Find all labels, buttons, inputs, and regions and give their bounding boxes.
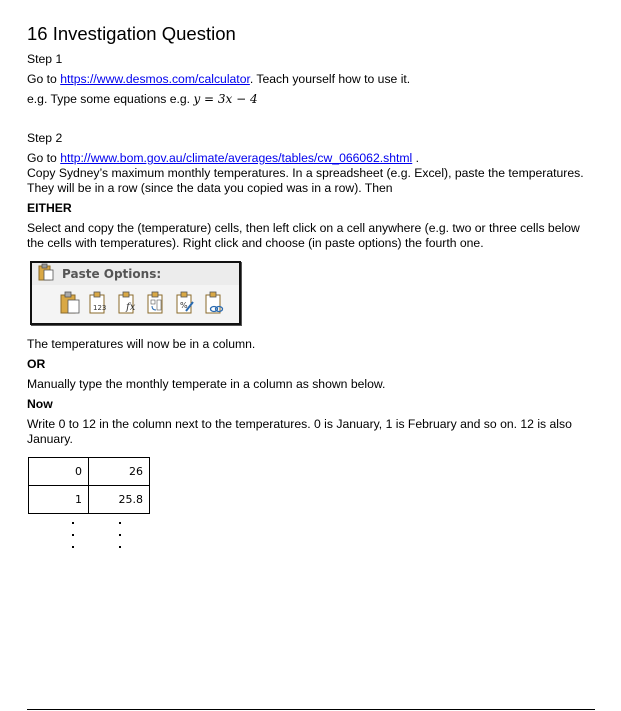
- or-heading: OR: [27, 357, 46, 371]
- clipboard-icon: [38, 263, 54, 286]
- column-note: The temperatures will now be in a column.: [27, 337, 256, 351]
- step1-example: [27, 92, 595, 107]
- copy-instruction: Copy Sydney’s maximum monthly temperatures. In a spreadsheet (e.g. Excel), paste the temperatures. They will be in a row (since the data you copied was in a row). Then: [27, 166, 584, 195]
- temperature-cell: 26: [89, 458, 150, 486]
- step2-instruction: [27, 151, 595, 166]
- either-instruction: Select and copy the (temperature) cells, then left click on a cell anywhere (e.g. two or three cells below the cells with temperatures). Right click and choose (in paste options) the fourth one.: [27, 221, 580, 250]
- step1-go-to: Go to: [27, 72, 61, 86]
- temperature-cell: 25.8: [89, 486, 150, 514]
- step1-label: Step 1: [27, 52, 63, 66]
- month-index-cell: 0: [29, 458, 89, 486]
- dot: [72, 534, 74, 536]
- temperature-table: [28, 457, 150, 514]
- table-row: [29, 486, 150, 514]
- dot: [119, 522, 121, 524]
- paste-options-image: [30, 261, 241, 325]
- step2-go-to: Go to: [27, 151, 61, 165]
- svg-text:%: %: [180, 301, 188, 310]
- step1-after-link: . Teach yourself how to use it.: [249, 72, 411, 86]
- now-heading: Now: [27, 397, 53, 411]
- write-instruction: Write 0 to 12 in the column next to the temperatures. 0 is January, 1 is February and so on. 12 is also January.: [27, 417, 572, 446]
- paste-values-icon[interactable]: [89, 291, 110, 315]
- step2-after-link: .: [412, 151, 420, 165]
- continuation-dots: [27, 516, 595, 556]
- footer-divider: [27, 709, 595, 710]
- example-equation: y = 3x − 4: [193, 92, 258, 106]
- document-page: [27, 22, 595, 556]
- paste-formulas-icon[interactable]: [118, 291, 139, 315]
- step1-instruction: [27, 72, 595, 87]
- step2-label: Step 2: [27, 131, 63, 145]
- dot: [72, 522, 74, 524]
- bom-link[interactable]: http://www.bom.gov.au/climate/averages/tables/cw_066062.shtml: [60, 151, 413, 165]
- paste-icon[interactable]: [60, 291, 81, 315]
- desmos-link[interactable]: https://www.desmos.com/calculator: [60, 72, 250, 86]
- transpose-icon[interactable]: [147, 291, 168, 315]
- paste-icon-row: [60, 291, 226, 315]
- page-title: 16 Investigation Question: [27, 23, 236, 44]
- dot: [72, 546, 74, 548]
- paste-options-label: Paste Options:: [62, 267, 162, 281]
- manual-instruction: Manually type the monthly temperate in a column as shown below.: [27, 377, 386, 391]
- paste-values-tag: 123: [93, 304, 107, 312]
- svg-text:fx: fx: [126, 302, 136, 313]
- step1-example-prefix: e.g. Type some equations e.g.: [27, 92, 194, 106]
- either-heading: EITHER: [27, 201, 72, 215]
- dot: [119, 534, 121, 536]
- paste-formatting-icon[interactable]: [176, 291, 197, 315]
- dot: [119, 546, 121, 548]
- paste-options-header: [32, 263, 239, 285]
- month-index-cell: 1: [29, 486, 89, 514]
- paste-link-icon[interactable]: [205, 291, 226, 315]
- table-row: [29, 458, 150, 486]
